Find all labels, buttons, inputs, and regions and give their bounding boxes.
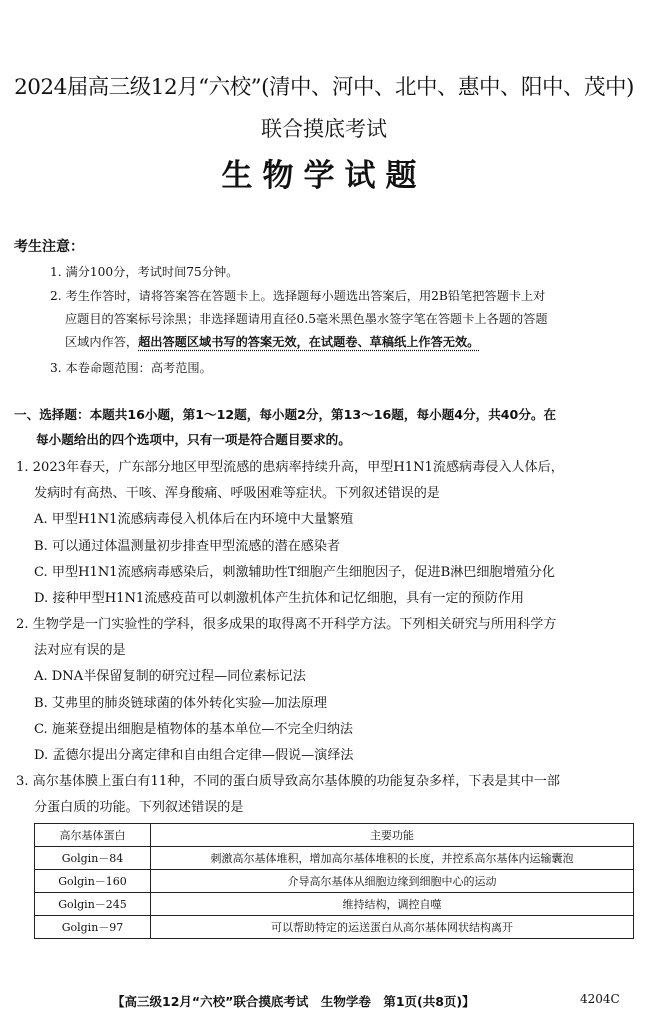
notice-heading: 考生注意：: [14, 239, 84, 255]
notice-item-2-line3: [65, 333, 479, 350]
exam-header-line1: 2024届高三级12月“六校”(清中、河中、北中、惠中、阳中、茂中): [14, 75, 634, 100]
golgi-protein-table: [34, 823, 634, 939]
notice-item-2-line3-text: 区域内作答，: [65, 335, 139, 349]
table-cell-protein: Golgin－160: [35, 870, 151, 893]
page-footer: 【高三级12月“六校”联合摸底考试 生物学卷 第1页(共8页)】: [112, 994, 475, 1009]
q2-stem-line1: 2. 生物学是一门实验性的学科，很多成果的取得离不开科学方法。下列相关研究与所用科学方: [16, 617, 557, 632]
table-cell-protein: Golgin－84: [35, 847, 151, 870]
q1-stem-line2: 发病时有高热、干咳、浑身酸痛、呼吸困难等症状。下列叙述错误的是: [34, 486, 440, 501]
table-header-cell: 主要功能: [151, 824, 634, 847]
section-instruction-line1: 一、选择题：本题共16小题，第1～12题，每小题2分，第13～16题，每小题4分，共40分。在: [14, 407, 557, 422]
q3-stem-line2: 分蛋白质的功能。下列叙述错误的是: [34, 800, 244, 815]
table-header-row: [35, 824, 634, 847]
exam-header-line2: 联合摸底考试: [261, 117, 387, 141]
table-cell-function: 刺激高尔基体堆积，增加高尔基体堆积的长度，并控系高尔基体内运输囊泡: [151, 847, 634, 870]
section-instruction-line2: 每小题给出的四个选项中，只有一项是符合题目要求的。: [36, 432, 351, 447]
q1-option-b: B. 可以通过体温测量初步排查甲型流感的潜在感染者: [34, 539, 341, 554]
q1-stem-line1: 1. 2023年春天，广东部分地区甲型流感的患病率持续升高，甲型H1N1流感病毒侵入人体后，: [16, 460, 564, 475]
table-row: [35, 870, 634, 893]
q1-option-a: A. 甲型H1N1流感病毒侵入机体后在内环境中大量繁殖: [34, 512, 354, 527]
q2-option-c: C. 施莱登提出细胞是植物体的基本单位—不完全归纳法: [34, 722, 354, 737]
table-row: [35, 893, 634, 916]
q3-stem-line1: 3. 高尔基体膜上蛋白有11种，不同的蛋白质导致高尔基体膜的功能复杂多样，下表是其中一部: [16, 774, 560, 789]
table-header-cell: 高尔基体蛋白: [35, 824, 151, 847]
q1-option-d: D. 接种甲型H1N1流感疫苗可以刺激机体产生抗体和记忆细胞，具有一定的预防作用: [34, 591, 524, 606]
q2-stem-line2: 法对应有误的是: [34, 643, 126, 658]
notice-item-2-line1: 2. 考生作答时，请将答案答在答题卡上。选择题每小题选出答案后，用2B铅笔把答题卡上对: [50, 289, 546, 303]
table-cell-function: 维持结构，调控自噬: [151, 893, 634, 916]
q2-option-b: B. 艾弗里的肺炎链球菌的体外转化实验—加法原理: [34, 696, 327, 711]
q1-option-c: C. 甲型H1N1流感病毒感染后，刺激辅助性T细胞产生细胞因子，促进B淋巴细胞增殖分化: [34, 565, 555, 580]
table-cell-protein: Golgin－97: [35, 916, 151, 939]
q2-option-d: D. 孟德尔提出分离定律和自由组合定律—假说—演绎法: [34, 748, 354, 763]
paper-code: 4204C: [580, 992, 620, 1006]
table-row: [35, 916, 634, 939]
table-row: [35, 847, 634, 870]
notice-item-1: 1. 满分100分，考试时间75分钟。: [50, 265, 239, 279]
notice-emphasis: 超出答题区域书写的答案无效，在试题卷、草稿纸上作答无效。: [138, 335, 480, 349]
notice-item-3: 3. 本卷命题范围：高考范围。: [50, 361, 212, 375]
exam-title: 生物学试题: [221, 158, 427, 194]
q2-option-a: A. DNA半保留复制的研究过程—同位素标记法: [34, 669, 306, 684]
table-cell-protein: Golgin－245: [35, 893, 151, 916]
table-cell-function: 介导高尔基体从细胞边缘到细胞中心的运动: [151, 870, 634, 893]
table-cell-function: 可以帮助特定的运送蛋白从高尔基体网状结构离开: [151, 916, 634, 939]
notice-item-2-line2: 应题目的答案标号涂黑；非选择题请用直径0.5毫米黑色墨水签字笔在答题卡上各题的答题: [65, 312, 548, 326]
